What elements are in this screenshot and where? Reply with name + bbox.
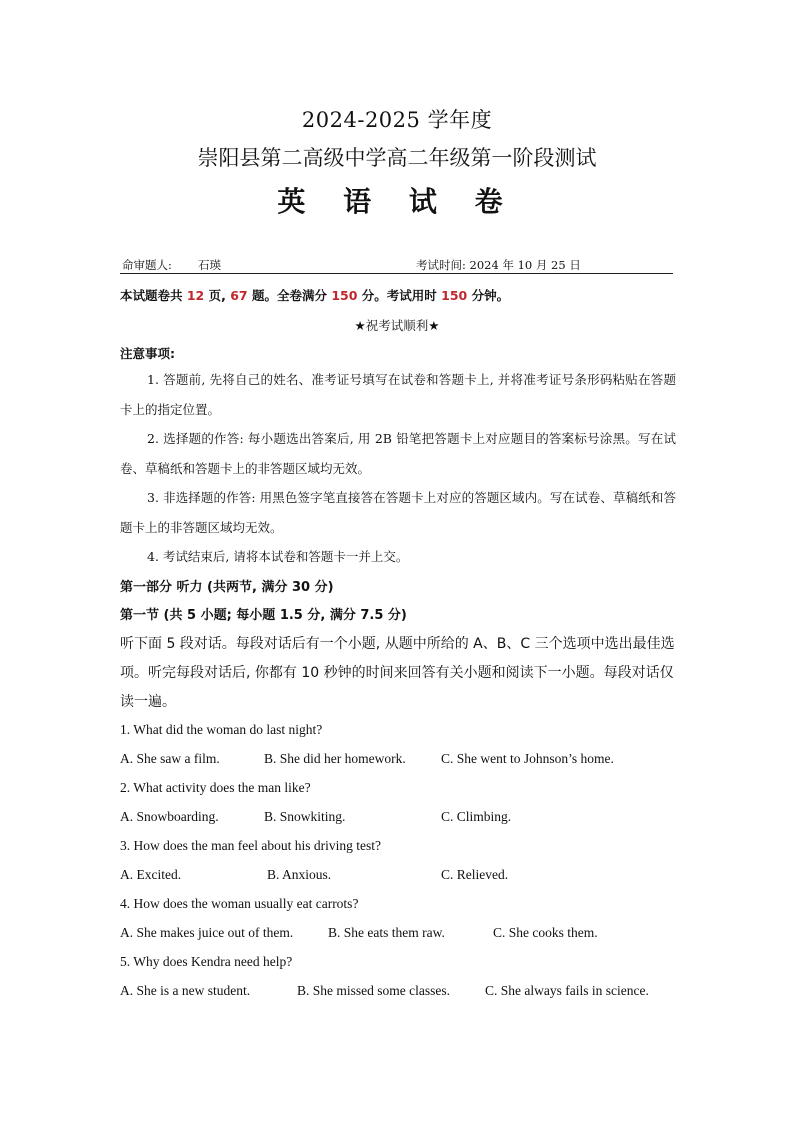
question-count: 67 bbox=[230, 288, 248, 303]
good-luck-wish: ★祝考试顺利★ bbox=[354, 318, 440, 333]
option-b: B. She did her homework. bbox=[264, 751, 406, 766]
subject-title: 英 语 试 卷 bbox=[277, 185, 517, 218]
notice-text: 题。全卷满分 bbox=[247, 288, 332, 303]
exam-notice bbox=[120, 286, 509, 304]
exam-date: 考试时间: 2024 年 10 月 25 日 bbox=[416, 258, 581, 272]
exam-minutes: 150 bbox=[441, 288, 468, 303]
option-c: C. Relieved. bbox=[441, 867, 509, 882]
notice-text: 分。考试用时 bbox=[357, 288, 442, 303]
reviewer-label: 命审题人: bbox=[122, 258, 172, 272]
page-count: 12 bbox=[186, 288, 205, 303]
notice-text: 分钟。 bbox=[467, 288, 510, 303]
section-one-title: 第一节 (共 5 小题; 每小题 1.5 分, 满分 7.5 分) bbox=[120, 608, 407, 623]
option-a: A. Snowboarding. bbox=[120, 809, 219, 824]
question-stem: 2. What activity does the man like? bbox=[120, 780, 311, 795]
question-stem: 5. Why does Kendra need help? bbox=[120, 954, 293, 969]
attention-item: 2. 选择题的作答: 每小题选出答案后, 用 2B 铅笔把答题卡上对应题目的答案标号涂黑。写在试卷、草稿纸和答题卡上的非答题区域均无效。 bbox=[120, 431, 676, 476]
question-stem: 1. What did the woman do last night? bbox=[120, 722, 323, 737]
part-one-title: 第一部分 听力 (共两节, 满分 30 分) bbox=[120, 580, 334, 595]
notice-text: 本试题卷共 bbox=[120, 288, 187, 303]
attention-item: 3. 非选择题的作答: 用黑色签字笔直接答在答题卡上对应的答题区域内。写在试卷、草稿纸和答题卡上的非答题区域均无效。 bbox=[120, 490, 676, 535]
option-b: B. Anxious. bbox=[267, 867, 332, 882]
option-b: B. She missed some classes. bbox=[297, 983, 450, 998]
option-c: C. She went to Johnson’s home. bbox=[441, 751, 614, 766]
option-c: C. Climbing. bbox=[441, 809, 512, 824]
attention-item: 4. 考试结束后, 请将本试卷和答题卡一并上交。 bbox=[147, 549, 409, 564]
option-a: A. She is a new student. bbox=[120, 983, 251, 998]
option-a: A. Excited. bbox=[120, 867, 182, 882]
option-a: A. She makes juice out of them. bbox=[120, 925, 294, 940]
question-stem: 4. How does the woman usually eat carrots? bbox=[120, 896, 359, 911]
question-stem: 3. How does the man feel about his driving test? bbox=[120, 838, 381, 853]
option-c: C. She cooks them. bbox=[493, 925, 598, 940]
option-c: C. She always fails in science. bbox=[485, 983, 649, 998]
attention-item: 1. 答题前, 先将自己的姓名、准考证号填写在试卷和答题卡上, 并将准考证号条形码粘贴在答题卡上的指定位置。 bbox=[120, 372, 676, 417]
option-b: B. Snowkiting. bbox=[264, 809, 346, 824]
total-score: 150 bbox=[331, 288, 358, 303]
exam-meta-line bbox=[120, 256, 673, 274]
option-a: A. She saw a film. bbox=[120, 751, 220, 766]
reviewer-name: 石瑛 bbox=[198, 258, 221, 272]
school-exam-title: 崇阳县第二高级中学高二年级第一阶段测试 bbox=[197, 146, 597, 170]
attention-title: 注意事项: bbox=[120, 346, 175, 361]
listening-directions: 听下面 5 段对话。每段对话后有一个小题, 从题中所给的 A、B、C 三个选项中选出最佳选项。听完每段对话后, 你都有 10 秒钟的时间来回答有关小题和阅读下一小题。每段对话仅读一遍。 bbox=[120, 636, 675, 710]
notice-text: 页, bbox=[204, 288, 231, 303]
option-b: B. She eats them raw. bbox=[328, 925, 445, 940]
academic-year: 2024-2025 学年度 bbox=[301, 108, 493, 132]
